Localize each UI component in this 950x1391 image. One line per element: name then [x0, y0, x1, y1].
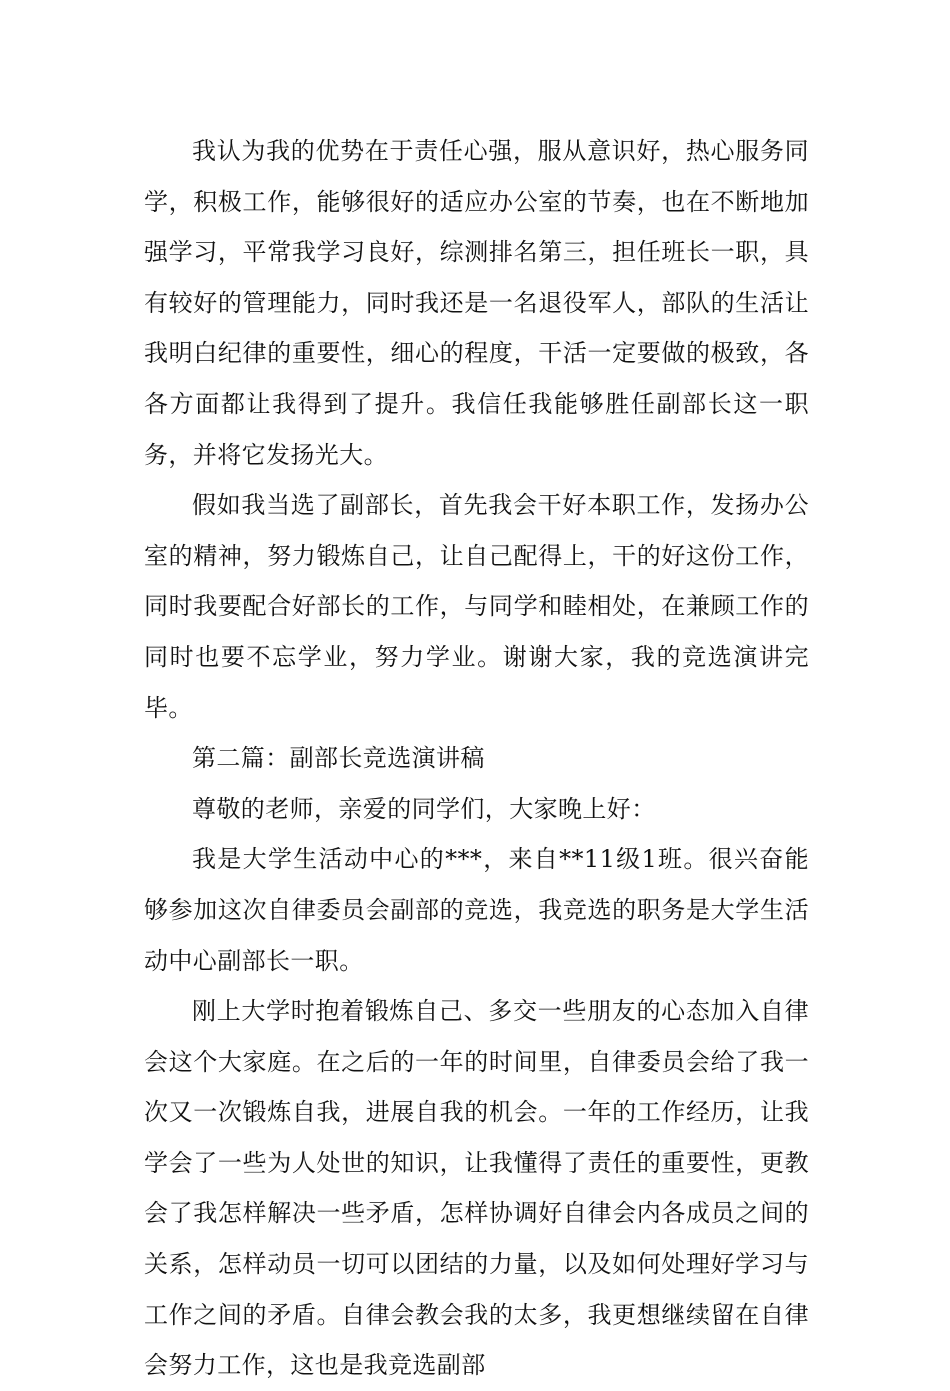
greeting-line: 尊敬的老师，亲爱的同学们，大家晚上好： — [192, 794, 656, 823]
paragraph-if-elected: 假如我当选了副部长，首先我会干好本职工作，发扬办公室的精神，努力锻炼自己，让自己配得上，干的好这份工作，同时我要配合好部长的工作，与同学和睦相处，在兼顾工作的同时也要不忘学业，努力学业。谢谢大家，我的竞选演讲完毕。 — [144, 491, 809, 722]
paragraph-experience: 刚上大学时抱着锻炼自己、多交一些朋友的心态加入自律会这个大家庭。在之后的一年的时间里，自律委员会给了我一次又一次锻炼自我，进展自我的机会。一年的工作经历，让我学会了一些为人处世的知识，让我懂得了责任的重要性，更教会了我怎样解决一些矛盾，怎样协调好自律会内各成员之间的关系，怎样动员一切可以团结的力量，以及如何处理好学习与工作之间的矛盾。自律会教会我的太多，我更想继续留在自律会努力工作，这也是我竞选副部 — [144, 997, 809, 1380]
document-body — [144, 126, 809, 1391]
section-heading: 第二篇：副部长竞选演讲稿 — [192, 744, 485, 773]
paragraph-strengths: 我认为我的优势在于责任心强，服从意识好，热心服务同学，积极工作，能够很好的适应办公室的节奏，也在不断地加强学习，平常我学习良好，综测排名第三，担任班长一职，具有较好的管理能力，同时我还是一名退役军人，部队的生活让我明白纪律的重要性，细心的程度，干活一定要做的极致，各各方面都让我得到了提升。我信任我能够胜任副部长这一职务，并将它发扬光大。 — [144, 137, 809, 469]
paragraph-introduction: 我是大学生活动中心的***，来自**11级1班。很兴奋能够参加这次自律委员会副部的竞选，我竞选的职务是大学生活动中心副部长一职。 — [144, 845, 809, 975]
